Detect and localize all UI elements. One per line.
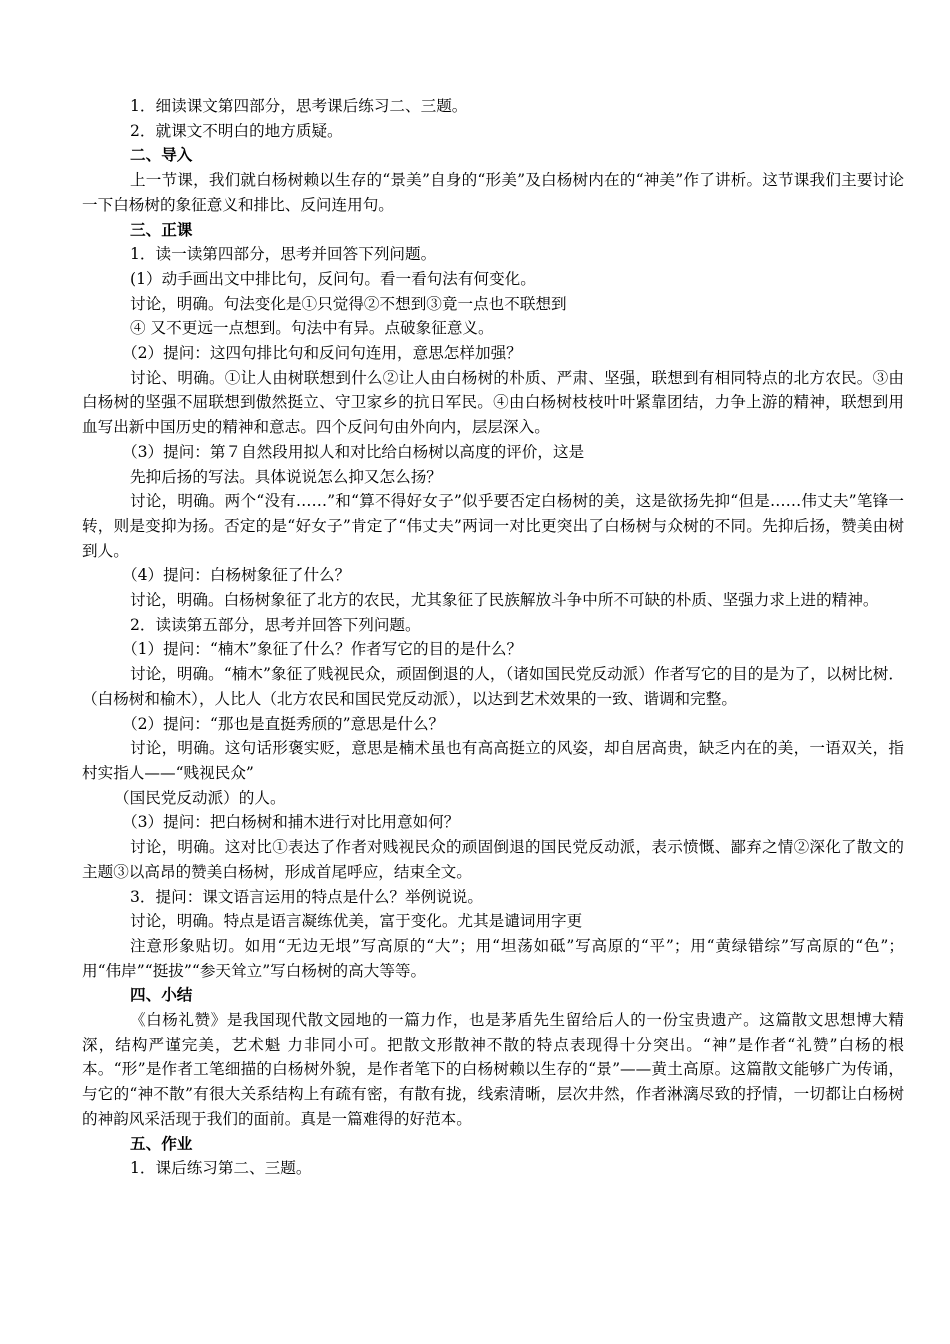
- answer-1-4: 讨论，明确。白杨树象征了北方的农民，尤其象征了民族解放斗争中所不可缺的朴质、坚强力求上进的精神。: [130, 591, 879, 610]
- answer-1-1-b: ④ 又不更远一点想到。句法中有异。点破象征意义。: [130, 319, 494, 338]
- summary-paragraph: 《白杨礼赞》是我国现代散文园地的一篇力作，也是茅盾先生留给后人的一份宝贵遗产。这篇散文思想博大精深，结构严谨完美，艺术魁 力非同小可。把散文形散神不散的特点表现得十分突出。“神”是作者“礼赞”白杨的根本。“形”是作者工笔细描的白杨树外貌，是作者笔下的白杨树赖以生存的“景”——黄土高原。这篇散文能够广为传诵，与它的“神不散”有很大关系结构上有疏有密，有散有拢，线索清晰，层次井然，作者淋漓尽致的抒情，一切都让白杨树的神韵风采活现于我们的面前。真是一篇难得的好范本。: [82, 1011, 904, 1128]
- question-1: 1．读一读第四部分，思考并回答下列问题。: [130, 245, 437, 264]
- question-1-4: （4）提问：白杨树象征了什么？: [122, 566, 351, 585]
- prep-item-1: 1．细读课文第四部分，思考课后练习二、三题。: [130, 97, 468, 115]
- question-1-2: （2）提问：这四句排比句和反问句连用，意思怎样加强？: [122, 344, 522, 363]
- question-1-3: （3）提问：第７自然段用拟人和对比给白杨树以高度的评价，这是: [122, 442, 585, 461]
- heading-summary: 四、小结: [130, 986, 193, 1005]
- answer-1-3: 讨论，明确。两个“没有……”和“算不得好女子”似乎要否定白杨树的美，这是欲扬先抑“但是……伟丈夫”笔锋一转，则是变抑为扬。否定的是“好女子”肯定了“伟丈夫”两词一对比更突出了白杨树与众树的不同。先抑后扬，赞美由树到人。: [82, 492, 904, 560]
- answer-2-2-continued: （国民党反动派）的人。: [114, 788, 286, 807]
- question-2-2: （2）提问：“那也是直挺秀颀的”意思是什么？: [122, 714, 445, 733]
- prep-item-2: 2．就课文不明白的地方质疑。: [130, 121, 343, 140]
- answer-2-2: 讨论，明确。这句话形褒实贬，意思是楠术虽也有高高挺立的风姿，却自居高贵，缺乏内在的美，一语双关，指村实指人——“贱视民众”: [82, 739, 904, 782]
- question-1-3-continued: 先抑后扬的写法。具体说说怎么抑又怎么扬？: [130, 467, 442, 486]
- heading-intro: 二、导入: [130, 146, 193, 165]
- question-2-3: （3）提问：把白杨树和捕木进行对比用意如何？: [122, 813, 460, 832]
- question-2-1: （1）提问：“楠木”象征了什么？作者写它的目的是什么？: [122, 640, 523, 659]
- intro-paragraph: 上一节课，我们就白杨树赖以生存的“景美”自身的“形美”及白杨树内在的“神美”作了讲析。这节课我们主要讨论一下白杨树的象征意义和排比、反问连用句。: [82, 171, 904, 214]
- answer-1-2: 讨论、明确。①让人由树联想到什么②让人由白杨树的朴质、严肃、坚强，联想到有相同特点的北方农民。③由白杨树的坚强不屈联想到傲然挺立、守卫家乡的抗日军民。④由白杨树枝枝叶叶紧靠团结，力争上游的精神，联想到用血写出新中国历史的精神和意志。四个反问句由外向内，层层深入。: [82, 368, 904, 437]
- answer-2-3: 讨论，明确。这对比①表达了作者对贱视民众的顽固倒退的国民党反动派，表示愤慨、鄙弃之情②深化了散文的主题③以高昂的赞美白杨树，形成首尾呼应，结束全文。: [82, 838, 904, 881]
- homework-item-1: 1．课后练习第二、三题。: [130, 1159, 312, 1178]
- answer-2-1: 讨论，明确。“楠木”象征了贱视民众，顽固倒退的人，（诸如国民党反动派）作者写它的目的是为了，以树比树．（白杨树和榆木），人比人（北方农民和国民党反动派），以达到艺术效果的一致、谐调和完整。: [82, 665, 904, 708]
- answer-1-1-a: 讨论，明确。句法变化是①只觉得②不想到③竟一点也不联想到: [130, 294, 567, 313]
- question-1-1: (1）动手画出文中排比句，反问句。看一看句法有何变化。: [130, 269, 536, 288]
- answer-3-a: 讨论，明确。特点是语言凝练优美，富于变化。尤其是谴词用字更: [130, 912, 583, 931]
- heading-main: 三、正课: [130, 220, 193, 239]
- heading-homework: 五、作业: [130, 1134, 193, 1153]
- question-3: 3．提问：课文语言运用的特点是什么？举例说说。: [130, 887, 483, 906]
- answer-3-b: 注意形象贴切。如用“无边无垠”写高原的“大”；用“坦荡如砥”写高原的“平”；用“黄绿错综”写高原的“色”；用“伟岸”“挺拔”“参天耸立”写白杨树的高大等等。: [82, 936, 904, 980]
- question-2: 2．读读第五部分，思考并回答下列问题。: [130, 615, 421, 634]
